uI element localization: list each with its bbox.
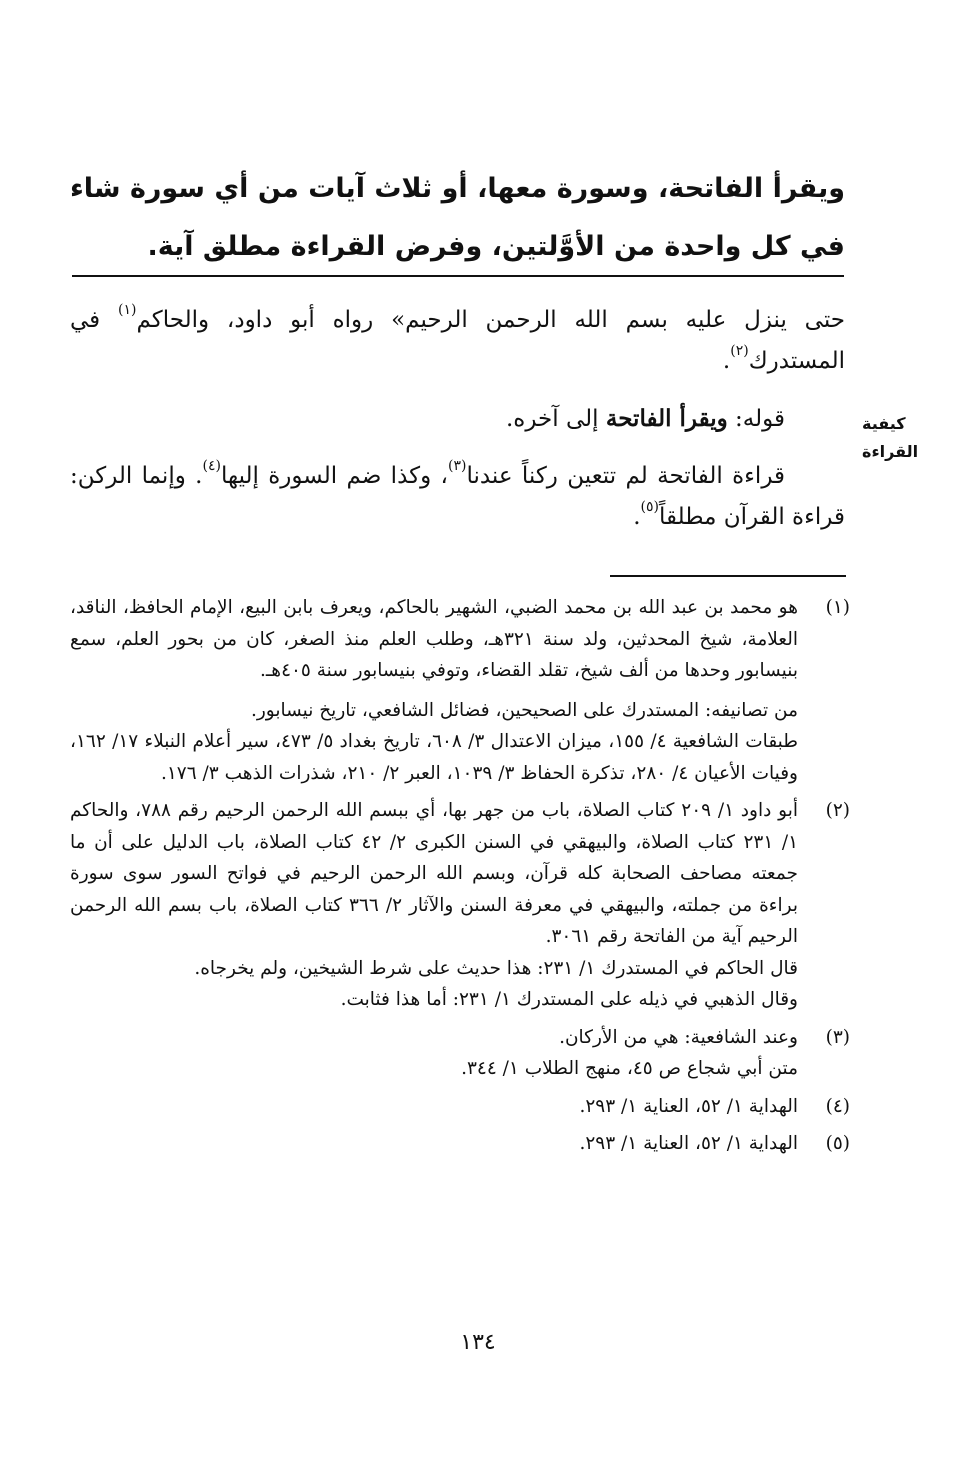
- footnote-ref[interactable]: (٤): [202, 458, 221, 475]
- footnote-ref[interactable]: (١): [118, 302, 137, 319]
- margin-heading-line1: كيفية: [862, 414, 906, 433]
- footnote-ref[interactable]: (٣): [447, 458, 467, 475]
- footnote-2: (٢) أبو داود ١/ ٢٠٩ كتاب الصلاة، باب من جهر بها، أي ببسم الله الرحمن الرحيم رقم ٧٨٨، والحاكم ١/ ٢٣١ كتاب الصلاة، والبيهقي في السنن الكبرى ٢/ ٤٢ كتاب الصلاة، باب الدليل على أن ما جمعته مصاحف الصحابة كله قرآن، وبسم الله الرحمن الرحيم في فواتح السور سوى سورة براءة من جملته، والبيهقي في معرفة السنن والآثار ٢/ ٣٦٦ كتاب الصلاة، باب بسم الله الرحمن الرحيم آية من الفاتحة رقم ٣٠٦١.: [70, 795, 850, 953]
- commentary-paragraph: قراءة الفاتحة لم تتعين ركناً عندنا$^{(٣)}$، وكذا ضم السورة إليها$^{(٤)}$. وإنما الركن: قراءة القرآن مطلقاً$^{(٥)}$.: [70, 458, 845, 530]
- matn-divider: [72, 275, 844, 277]
- footnote-3: (٣) وعند الشافعية: هي من الأركان.: [70, 1022, 850, 1054]
- footnote-1-sources: طبقات الشافعية ٤/ ١٥٥، ميزان الاعتدال ٣/ ٦٠٨، تاريخ بغداد ٥/ ٤٧٣، سير أعلام النبلاء ١٧/ ١٦٢، وفيات الأعيان ٤/ ٢٨٠، تذكرة الحفاظ ٣/ ١٠٣٩، العبر ٢/ ٢١٠، شذرات الذهب ٣/ ١٧٦.: [70, 731, 798, 784]
- footnote-5: (٥) الهداية ١/ ٥٢، العناية ١/ ٢٩٣.: [70, 1128, 850, 1160]
- footnote-2-line: قال الحاكم في المستدرك ١/ ٢٣١: هذا حديث على شرط الشيخين، ولم يخرجاه.: [194, 957, 798, 979]
- footnote-number: (٥): [825, 1133, 850, 1154]
- footnotes: [70, 592, 850, 1160]
- margin-heading-line2: القراءة: [862, 442, 919, 461]
- footnote-ref[interactable]: (٢): [730, 343, 749, 360]
- footnote-1-works: من تصانيفه: المستدرك على الصحيحين، فضائل الشافعي، تاريخ نيسابور.: [250, 699, 798, 721]
- footnote-number: (٤): [825, 1095, 850, 1117]
- commentary-quote-line: قوله: ويقرأ الفاتحة إلى آخره.: [506, 405, 785, 432]
- footnote-number: (٣): [825, 1026, 850, 1048]
- footnote-3-line: متن أبي شجاع ص ٤٥، منهج الطلاب ١/ ٣٤٤.: [461, 1058, 798, 1079]
- footnote-number: (٢): [825, 800, 850, 821]
- margin-heading: [862, 410, 938, 466]
- commentary-paragraph: حتى ينزل عليه بسم الله الرحمن الرحيم» رواه أبو داود، والحاكم$^{(١)}$ في المستدرك$^{(٢)}$.: [70, 302, 846, 374]
- footnote-number: (١): [825, 597, 850, 618]
- commentary: [70, 300, 845, 538]
- matn-text: ويقرأ الفاتحة، وسورة معها، أو ثلاث آيات من أي سورة شاء في كل واحدة من الأوَّلتين، وفرض القراءة مطلق آية.: [70, 173, 845, 262]
- footnote-1: (١) هو محمد بن عبد الله بن محمد الضبي، الشهير بالحاكم، ويعرف بابن البيع، الإمام الحافظ، الناقد، العلامة، شيخ المحدثين، ولد سنة ٣٢١هـ، وطلب العلم منذ الصغر، كان من بحور العلم، سمع بنيسابور وحدها من ألف شيخ، تقلد القضاء، وتوفي بنيسابور سنة ٤٠٥هـ.: [70, 592, 850, 687]
- footnote-ref[interactable]: (٥): [640, 499, 659, 516]
- footnote-2-line: وقال الذهبي في ذيله على المستدرك ١/ ٢٣١: أما هذا فثابت.: [340, 989, 798, 1010]
- footnote-divider: [610, 575, 846, 577]
- page-number: ١٣٤: [460, 1330, 496, 1355]
- quoted-matn: ويقرأ الفاتحة: [605, 405, 728, 432]
- footnote-4: (٤) الهداية ١/ ٥٢، العناية ١/ ٢٩٣.: [70, 1091, 850, 1123]
